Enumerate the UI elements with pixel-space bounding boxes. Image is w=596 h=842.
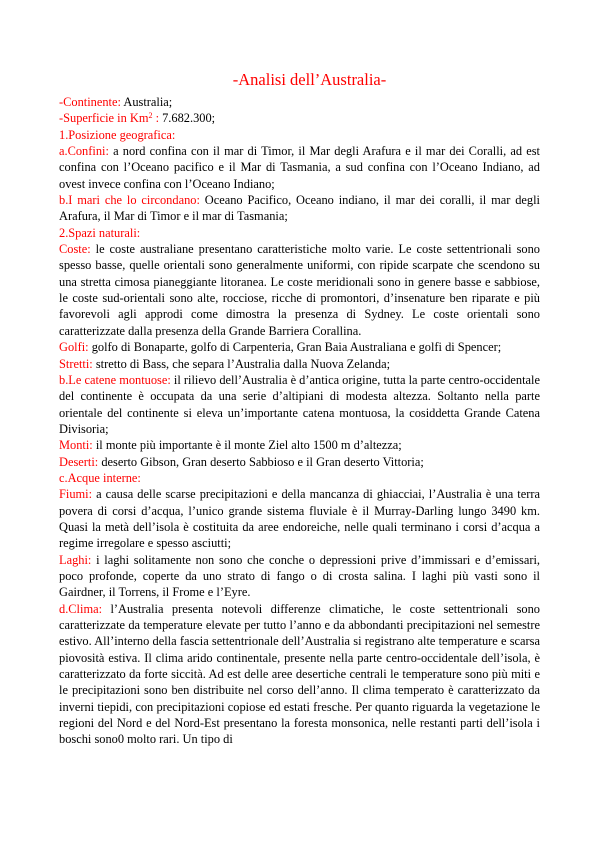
stretti-text: stretto di Bass, che separa l’Australia dalla Nuova Zelanda; — [92, 356, 391, 371]
continente-label: -Continente: — [59, 95, 121, 109]
deserti-paragraph — [59, 454, 540, 470]
monti-paragraph — [59, 437, 540, 453]
deserti-text: deserto Gibson, Gran deserto Sabbioso e il Gran deserto Vittoria; — [98, 454, 424, 469]
acque-heading: c.Acque interne: — [59, 470, 141, 485]
superficie-label: -Superficie in Km — [59, 111, 149, 126]
coste-text: le coste australiane presentano caratteristiche molto varie. Le coste settentrionali sono spesso basse, quelle orientali sono generalmente uniformi, con ripide scarpate che scendono su una stretta cimosa pianeggiante litoranea. Le coste meridionali sono in genere basse e sabbiose, le coste sud-orientali sono alte, rocciose, ricche di promontori, d’insenature ben riparate e più favorevoli agli approdi come dimostra la presenza di Sydney. Le coste orientali sono caratterizzate dalla presenza della Grande Barriera Corallina. — [59, 242, 540, 338]
monti-text: il monte più importante è il monte Ziel alto 1500 m d’altezza; — [92, 438, 402, 453]
continente-line — [59, 94, 540, 110]
fiumi-paragraph — [59, 486, 540, 551]
confini-text: a nord confina con il mar di Timor, il Mar degli Arafura e il mar dei Coralli, ad est confina con l’Oceano pacifico e il Mar di Tasmania, a sud confina con l’Oceano Indiano, ad ovest invece confina con l’Oceano Indiano; — [59, 144, 540, 191]
superficie-line — [59, 110, 540, 126]
stretti-label: Stretti: — [59, 356, 93, 371]
catene-text: il rilievo dell’Australia è d’antica origine, tutta la parte centro-occidentale del continente è occupata da una serie d’altipiani di modesta altezza. Soltanto nella parte orientale del continente si eleva un’importante catena montuosa, la cosiddetta Grande Catena Divisoria; — [59, 372, 540, 436]
mari-paragraph — [59, 192, 540, 225]
fiumi-text: a causa delle scarse precipitazioni e della mancanza di ghiacciai, l’Australia è una terra povera di corsi d’acqua, l’unico grande sistema fluviale è il Murray-Darling lungo 3490 km. Quasi la metà dell’isola è costituita da aree endoreiche, nelle quali terminano i corsi d’acqua a regime irregolare e spesso asciutti; — [59, 487, 540, 551]
superficie-superscript: 2 — [148, 111, 153, 121]
clima-label: d.Clima: — [59, 601, 103, 616]
fiumi-label: Fiumi: — [59, 487, 93, 502]
laghi-text: i laghi solitamente non sono che conche o depressioni prive d’immissari e d’emissari, poco profonde, coperte da uno strato di fango o di crosta salina. I laghi più vasti sono il Gairdner, il Torrens, il Frome e l’Eyre. — [59, 552, 540, 600]
laghi-label: Laghi: — [59, 552, 92, 567]
continente-value: Australia; — [120, 95, 173, 109]
spazi-heading: 2.Spazi naturali: — [59, 225, 141, 240]
clima-paragraph — [59, 601, 540, 748]
document-title: -Analisi dell’Australia- — [232, 70, 387, 89]
posizione-heading: 1.Posizione geografica: — [59, 127, 176, 142]
superficie-colon: : — [152, 111, 160, 126]
mari-label: b.I mari che lo circondano: — [59, 193, 200, 208]
golfi-label: Golfi: — [59, 340, 89, 355]
catene-paragraph — [59, 372, 540, 437]
coste-paragraph — [59, 241, 540, 339]
mari-text: Oceano Pacifico, Oceano indiano, il mar dei coralli, il mar degli Arafura, il Mar di Timor e il mar di Tasmania; — [59, 193, 540, 224]
superficie-value: 7.682.300; — [159, 111, 216, 126]
coste-label: Coste: — [59, 242, 91, 257]
stretti-paragraph — [59, 356, 540, 372]
clima-text: l’Australia presenta notevoli differenze climatiche, le coste settentrionali sono caratterizzate da temperature elevate per tutto l’anno e da abbondanti precipitazioni nel semestre estivo. All’interno della fascia settentrionale dell’Australia si registrano alte temperature e scarsa piovosità estiva. Il clima arido continentale, presente nella parte centro-occidentale dell’isola, è caratterizzato da forte siccità. Ad est delle aree desertiche centrali le temperature sono più miti e le precipitazioni sono ben distribuite nel corso dell’anno. Il clima temperato è caratterizzato da inverni tiepidi, con precipitazioni copiose ed estati fresche. Per quanto riguarda la vegetazione le regioni del Nord e del Nord-Est presentano la foresta monsonica, nelle restanti parti dell’isola i boschi sono0 molto rari. Un tipo di — [59, 601, 540, 747]
deserti-label: Deserti: — [59, 454, 99, 469]
confini-label: a.Confini: — [59, 144, 109, 159]
golfi-paragraph — [59, 339, 540, 355]
laghi-paragraph — [59, 552, 540, 601]
golfi-text: golfo di Bonaparte, golfo di Carpenteria, Gran Baia Australiana e golfi di Spencer; — [88, 340, 502, 355]
monti-label: Monti: — [59, 438, 93, 453]
catene-label: b.Le catene montuose: — [59, 372, 171, 387]
document-page — [59, 70, 540, 748]
confini-paragraph — [59, 143, 540, 192]
